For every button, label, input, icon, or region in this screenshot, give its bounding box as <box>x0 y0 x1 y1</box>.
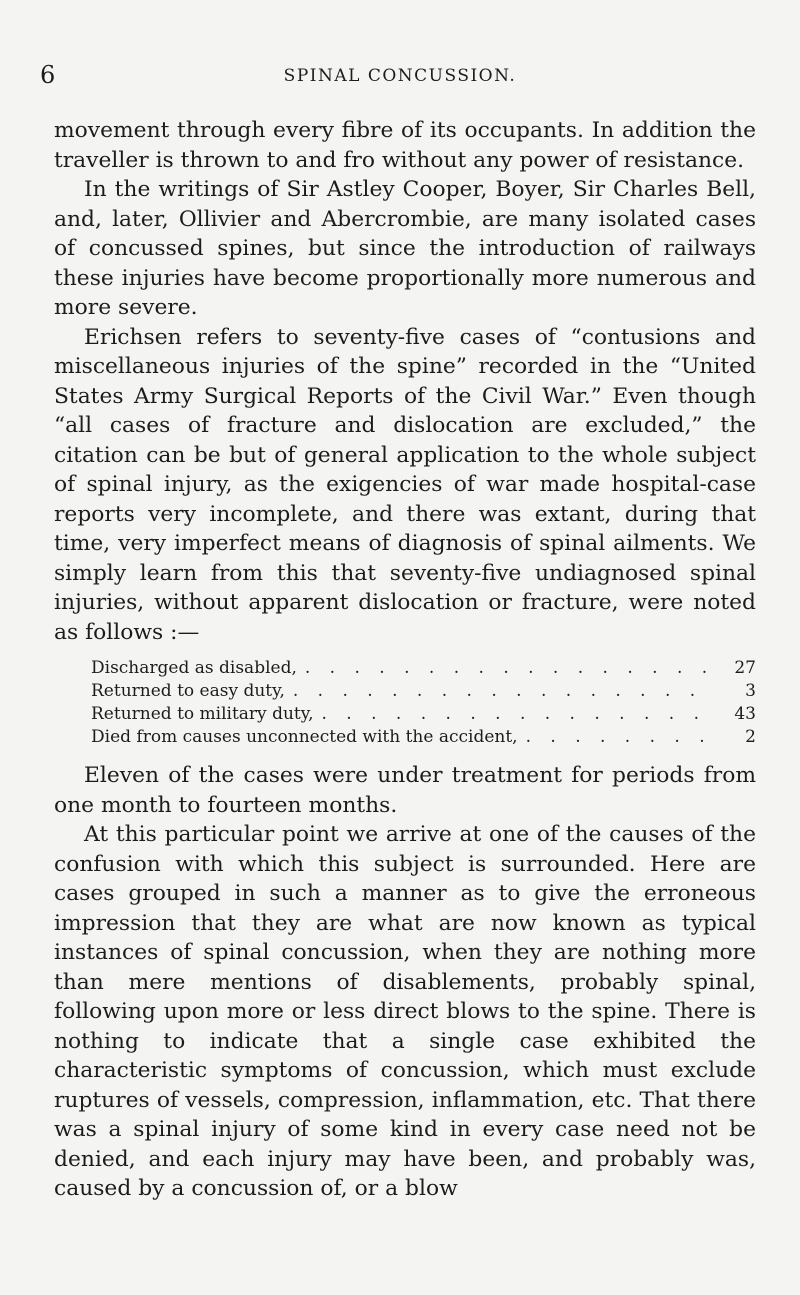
paragraph-continuation: movement through every fibre of its occupants. In addition the traveller is thrown to and fro without any power of resistance. <box>54 118 756 173</box>
outcome-count: 27 <box>734 658 756 678</box>
paragraph-confusion: At this particular point we arrive at one of the causes of the confusion with which this subject is surrounded. Here are cases grouped in such a manner as to give the erroneous impression that they are what are now known as typical instances of spinal concussion, when they are nothing more than mere mentions of disablements, probably spinal, following upon more or less direct blows to the spine. There is nothing to indicate that a single case exhibited the characteristic symptoms of concussion, which must exclude ruptures of vessels, compression, inflammation, etc. That there was a spinal injury of some kind in every case need not be denied, and each injury may have been, and probably was, caused by a concussion of, or a blow <box>54 822 756 1201</box>
outcome-count: 43 <box>734 704 756 724</box>
running-head: SPINAL CONCUSSION. <box>283 66 517 86</box>
page-number: 6 <box>40 61 56 89</box>
outcome-label: Returned to military duty, <box>91 704 314 724</box>
outcome-label: Returned to easy duty, <box>91 681 285 701</box>
dot-leader <box>297 657 716 680</box>
table-row <box>91 703 756 726</box>
outcome-count: 3 <box>745 681 756 701</box>
table-row <box>91 726 756 749</box>
outcome-table <box>54 657 756 749</box>
table-row <box>91 657 756 680</box>
outcome-label: Discharged as disabled, <box>91 658 297 678</box>
paragraph-eleven-cases: Eleven of the cases were under treatment for periods from one month to fourteen months. <box>54 763 756 818</box>
outcome-label: Died from causes unconnected with the accident, <box>91 727 518 747</box>
outcome-count: 2 <box>745 727 756 747</box>
table-row <box>91 680 756 703</box>
body-text <box>54 116 756 1204</box>
paragraph-historical-writings: In the writings of Sir Astley Cooper, Boyer, Sir Charles Bell, and, later, Ollivier and Abercrombie, are many isolated cases of concussed spines, but since the introduction of railways these injuries have become proportionally more numerous and more severe. <box>54 177 756 320</box>
page-header <box>40 60 760 100</box>
dot-leader <box>518 726 716 749</box>
dot-leader <box>285 680 716 703</box>
paragraph-erichsen: Erichsen refers to seventy-five cases of “contusions and miscellaneous injuries of the spine” recorded in the “United States Army Surgical Reports of the Civil War.” Even though “all cases of fracture and dislocation are excluded,” the citation can be but of general application to the whole subject of spinal injury, as the exigencies of war made hospital-case reports very incomplete, and there was extant, during that time, very imperfect means of diagnosis of spinal ailments. We simply learn from this that seventy-five undiagnosed spinal injuries, without apparent dislocation or fracture, were noted as follows :— <box>54 324 756 645</box>
dot-leader <box>313 703 716 726</box>
